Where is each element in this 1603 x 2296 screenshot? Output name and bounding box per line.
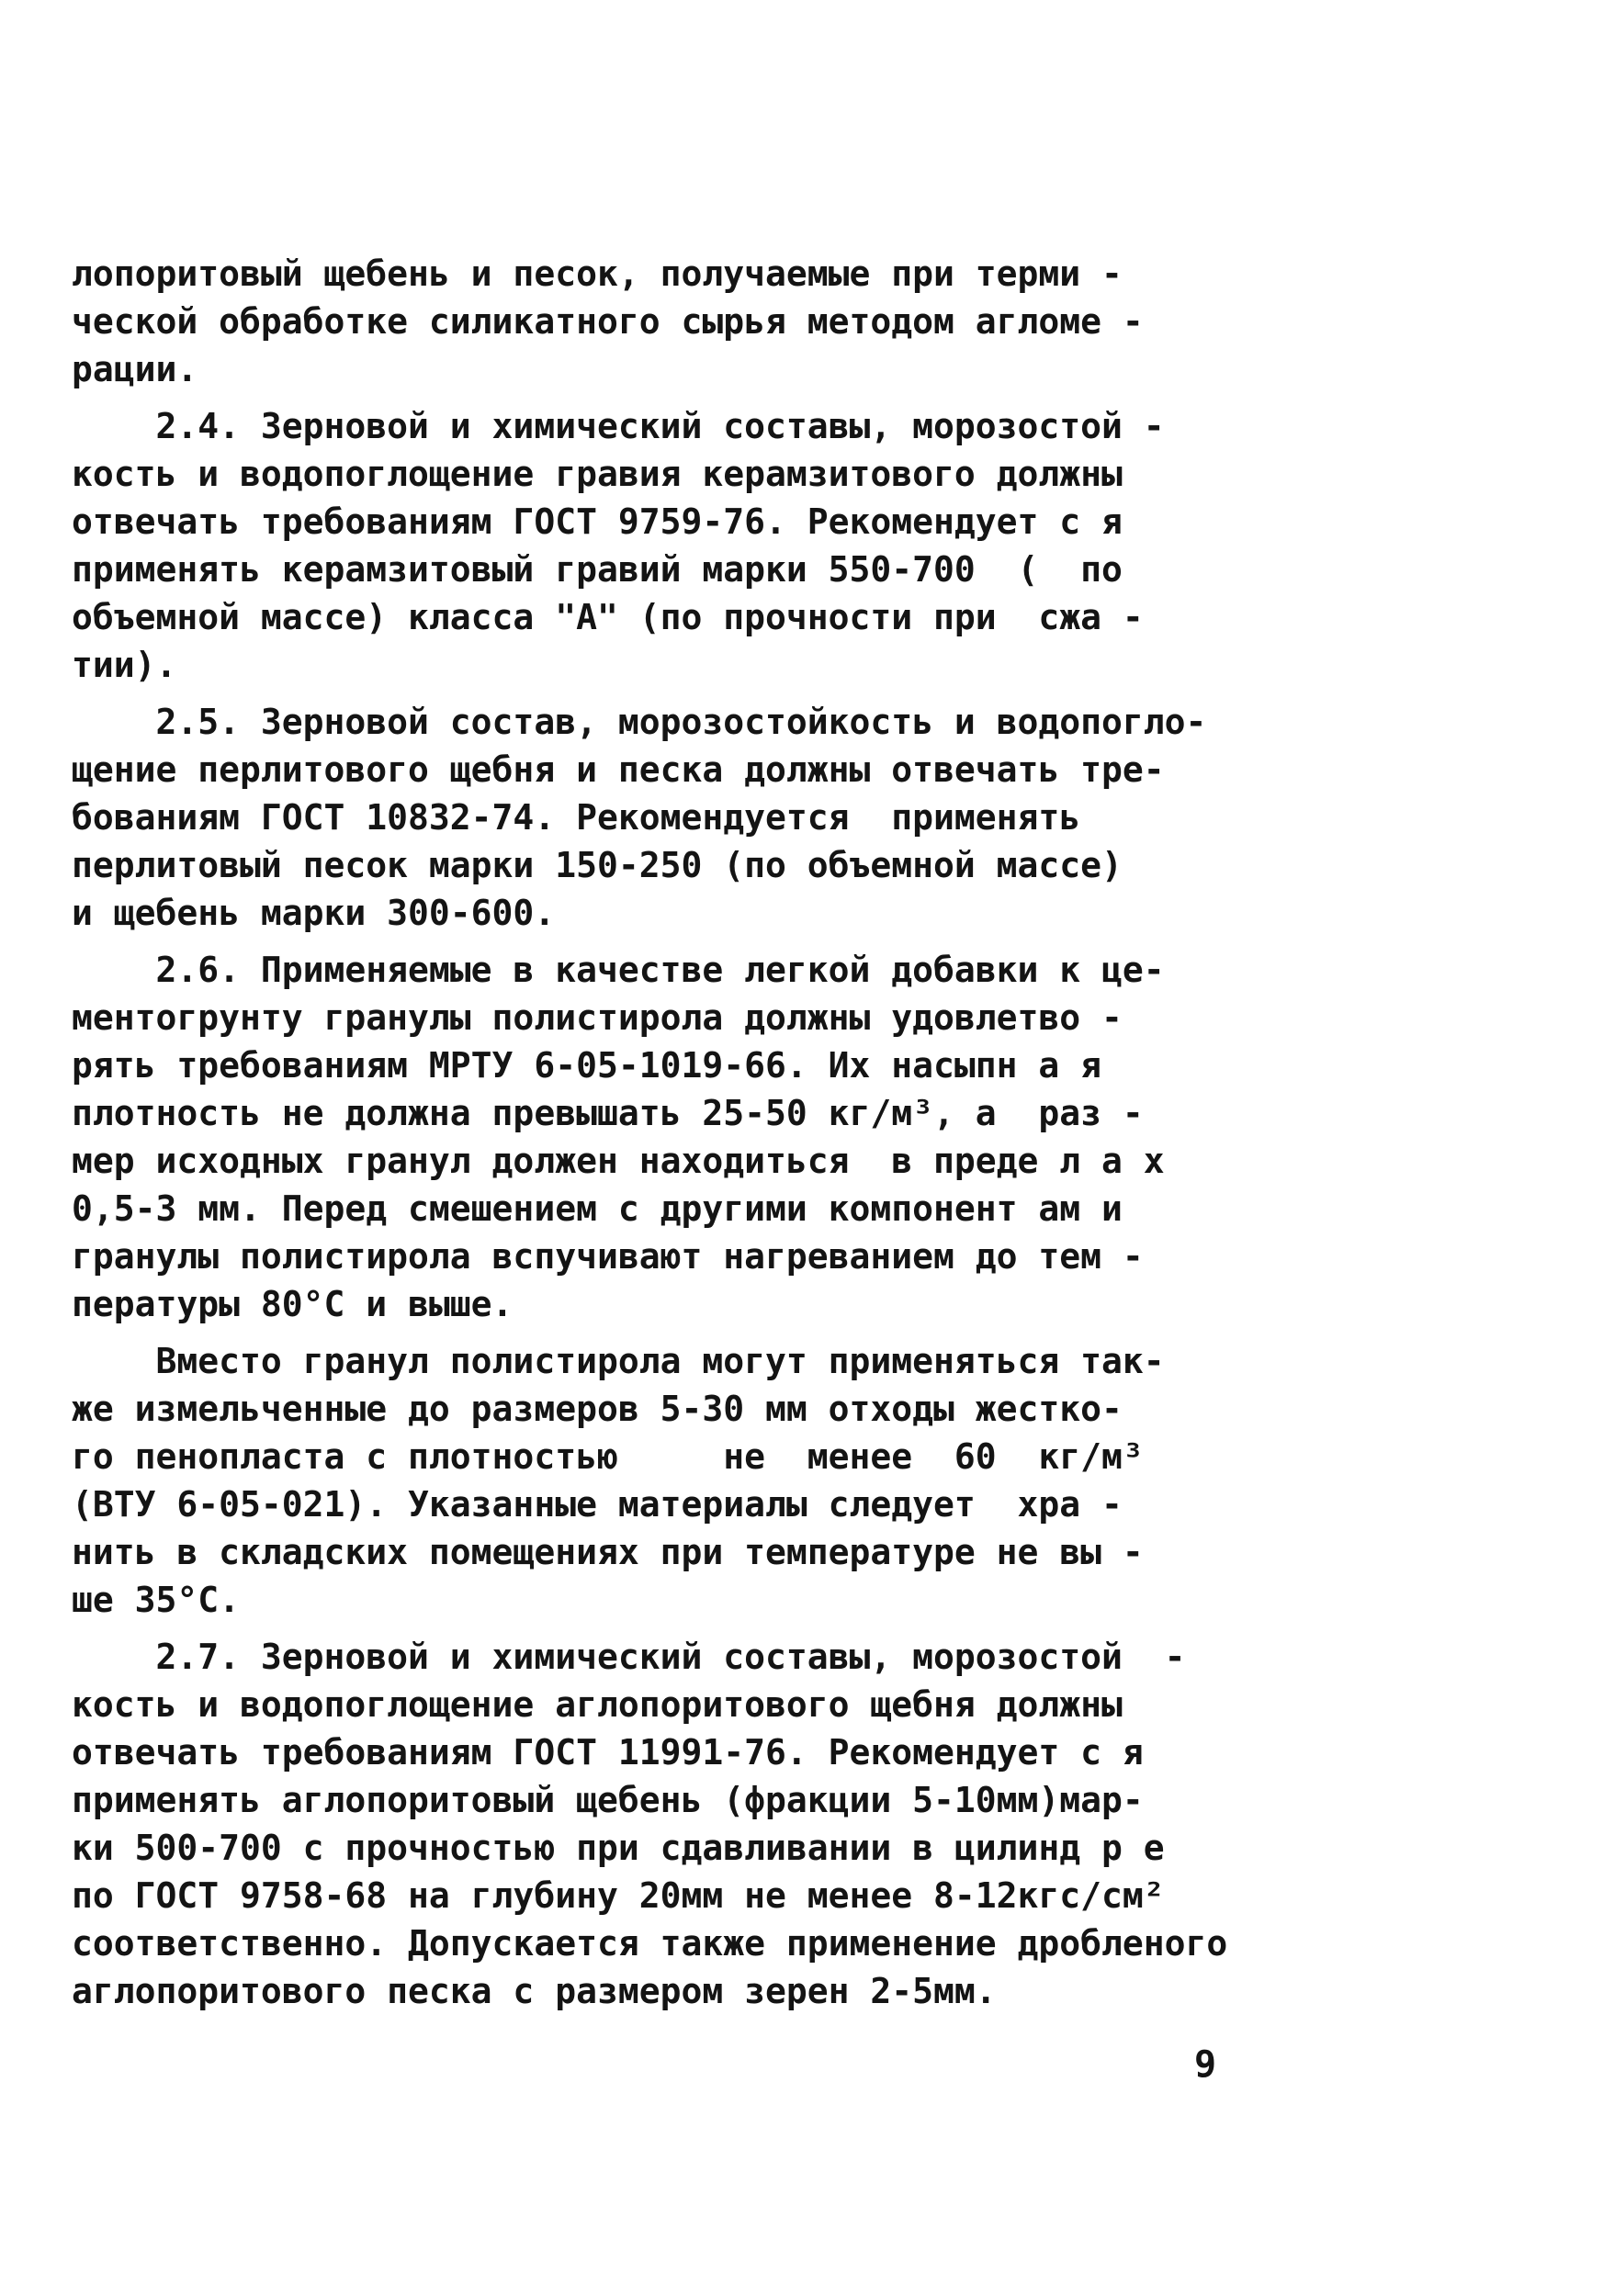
text-line: рять требованиям МРТУ 6-05-1019-66. Их насыпн а я: [72, 1045, 1102, 1086]
text-line: аглопоритового песка с размером зерен 2-5мм.: [72, 1971, 997, 2011]
text-line: применять керамзитовый гравий марки 550-700 ( по: [72, 549, 1123, 590]
text-line: перлитовый песок марки 150-250 (по объемной массе): [72, 845, 1123, 885]
text-line: бованиям ГОСТ 10832-74. Рекомендуется применять: [72, 797, 1081, 838]
text-line: го пенопласта с плотностью не менее 60 кг/м³: [72, 1436, 1144, 1477]
text-line: и щебень марки 300-600.: [72, 893, 556, 933]
body-text: [72, 250, 1247, 2015]
text-line: отвечать требованиям ГОСТ 11991-76. Рекомендует с я: [72, 1732, 1144, 1773]
text-line: мер исходных гранул должен находиться в преде л а х: [72, 1141, 1165, 1181]
text-line: же измельченные до размеров 5-30 мм отходы жестко-: [72, 1389, 1123, 1429]
text-line: рации.: [72, 349, 198, 389]
text-line: ки 500-700 с прочностью при сдавливании в цилинд р е: [72, 1828, 1165, 1868]
text-line: Вместо гранул полистирола могут применяться так-: [72, 1341, 1165, 1381]
paragraph-gap: [72, 393, 1247, 402]
paragraph-gap: [72, 1328, 1247, 1337]
text-line: плотность не должна превышать 25-50 кг/м³, а раз -: [72, 1093, 1144, 1133]
paragraph-gap: [72, 689, 1247, 698]
text-line: по ГОСТ 9758-68 на глубину 20мм не менее 8-12кгс/см²: [72, 1875, 1165, 1916]
text-line: 2.7. Зерновой и химический составы, морозостой -: [72, 1637, 1186, 1677]
text-line: щение перлитового щебня и песка должны отвечать тре-: [72, 749, 1165, 790]
text-line: отвечать требованиям ГОСТ 9759-76. Рекомендует с я: [72, 501, 1123, 542]
page-number: 9: [1194, 2043, 1217, 2086]
text-line: лопоритовый щебень и песок, получаемые при терми -: [72, 253, 1123, 294]
text-line: применять аглопоритовый щебень (фракции 5-10мм)мар-: [72, 1780, 1144, 1820]
paragraph-gap: [72, 1624, 1247, 1633]
text-line: 2.4. Зерновой и химический составы, морозостой -: [72, 406, 1165, 446]
text-line: соответственно. Допускается также применение дробленого: [72, 1923, 1228, 1964]
text-line: кость и водопоглощение аглопоритового щебня должны: [72, 1684, 1123, 1725]
text-line: нить в складских помещениях при температуре не вы -: [72, 1532, 1144, 1572]
text-line: пературы 80°С и выше.: [72, 1284, 514, 1324]
text-line: 2.6. Применяемые в качестве легкой добавки к це-: [72, 950, 1165, 990]
text-line: ше 35°С.: [72, 1580, 241, 1620]
text-line: кость и водопоглощение гравия керамзитового должны: [72, 454, 1123, 494]
paragraph-gap: [72, 937, 1247, 946]
text-line: ческой обработке силикатного сырья методом агломе -: [72, 301, 1144, 342]
text-line: объемной массе) класса "А" (по прочности при сжа -: [72, 597, 1144, 637]
text-line: 0,5-3 мм. Перед смешением с другими компонент ам и: [72, 1188, 1123, 1229]
text-line: (ВТУ 6-05-021). Указанные материалы следует хра -: [72, 1484, 1123, 1525]
text-line: 2.5. Зерновой состав, морозостойкость и водопогло-: [72, 702, 1207, 742]
text-line: тии).: [72, 645, 177, 685]
text-line: ментогрунту гранулы полистирола должны удовлетво -: [72, 997, 1123, 1038]
text-line: гранулы полистирола вспучивают нагреванием до тем -: [72, 1236, 1144, 1277]
